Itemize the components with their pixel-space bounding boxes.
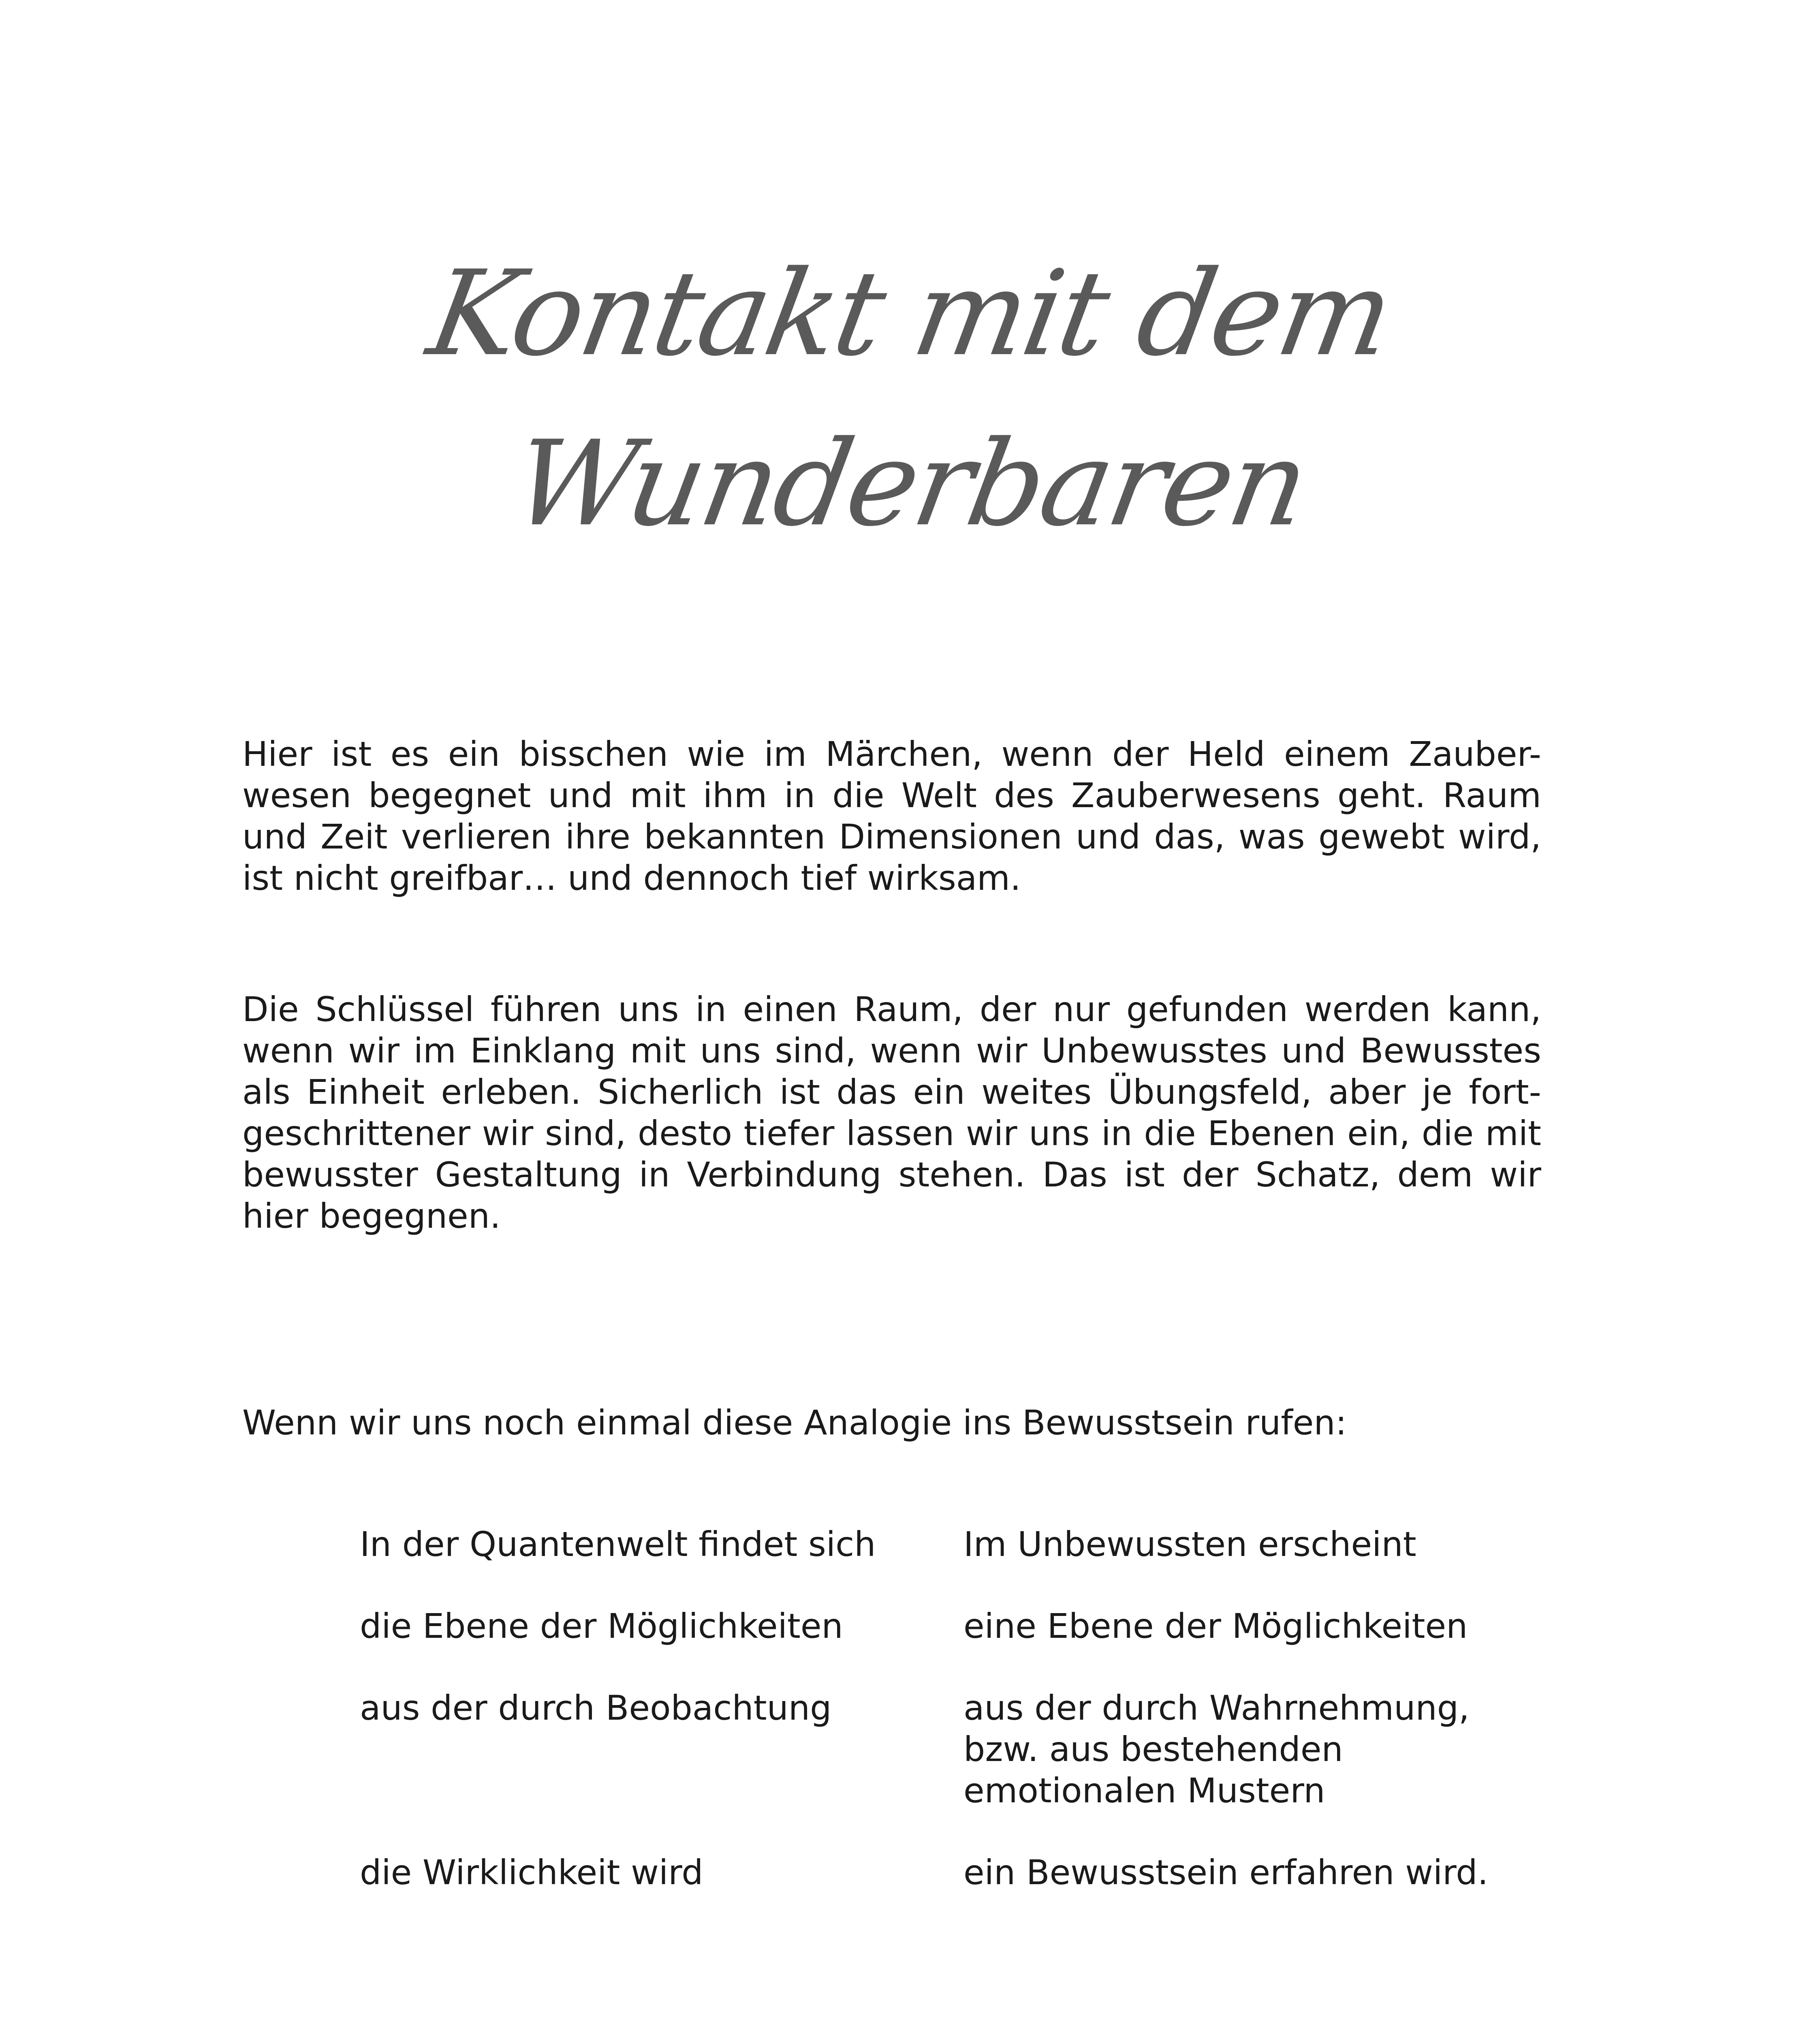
paragraph-analogy-intro: Wenn wir uns noch einmal diese Analogie ins Bewusstsein rufen: <box>242 1403 1347 1443</box>
paragraph-line: ist nicht greifbar… und dennoch tief wirksam. <box>242 858 1021 898</box>
analogy-left-cell: die Wirklichkeit wird <box>360 1853 703 1892</box>
analogy-left-cell: die Ebene der Möglichkeiten <box>360 1606 843 1646</box>
paragraph-intro <box>242 733 1541 899</box>
analogy-right-cell: ein Bewusstsein erfahren wird. <box>963 1853 1489 1892</box>
chapter-title-line-1: Kontakt mit dem <box>419 246 1401 382</box>
analogy-right-cell: aus der durch Wahrnehmung, bzw. aus bestehenden emotionalen Mustern <box>963 1688 1470 1810</box>
analogy-row <box>360 1687 1535 1811</box>
chapter-title-line-2: Wunderbaren <box>504 416 1316 552</box>
paragraph-line: Hier ist es ein bisschen wie im Märchen, wenn der Held einem Zauber- <box>242 734 1541 774</box>
analogy-row <box>360 1852 1535 1893</box>
analogy-table <box>360 1524 1535 1934</box>
paragraph-line: wesen begegnet und mit ihm in die Welt des Zauberwesens geht. Raum <box>242 776 1541 815</box>
analogy-row <box>360 1524 1535 1565</box>
analogy-right-cell: Im Unbewussten erscheint <box>963 1524 1416 1564</box>
paragraph-line: wenn wir im Einklang mit uns sind, wenn wir Unbewusstes und Bewusstes <box>242 1031 1541 1071</box>
paragraph-keys <box>242 989 1541 1237</box>
analogy-row <box>360 1605 1535 1647</box>
paragraph-line: und Zeit verlieren ihre bekannten Dimensionen und das, was gewebt wird, <box>242 817 1541 857</box>
analogy-left-cell: In der Quantenwelt findet sich <box>360 1524 876 1564</box>
paragraph-line: geschrittener wir sind, desto tiefer lassen wir uns in die Ebenen ein, die mit <box>242 1113 1541 1153</box>
paragraph-line: als Einheit erleben. Sicherlich ist das ein weites Übungsfeld, aber je fort- <box>242 1072 1541 1112</box>
paragraph-line: hier begegnen. <box>242 1196 501 1236</box>
analogy-left-cell: aus der durch Beobachtung <box>360 1688 832 1728</box>
analogy-right-cell: eine Ebene der Möglichkeiten <box>963 1606 1468 1646</box>
paragraph-line: bewusster Gestaltung in Verbindung stehen. Das ist der Schatz, dem wir <box>242 1155 1541 1195</box>
paragraph-line: Die Schlüssel führen uns in einen Raum, der nur gefunden werden kann, <box>242 989 1541 1029</box>
